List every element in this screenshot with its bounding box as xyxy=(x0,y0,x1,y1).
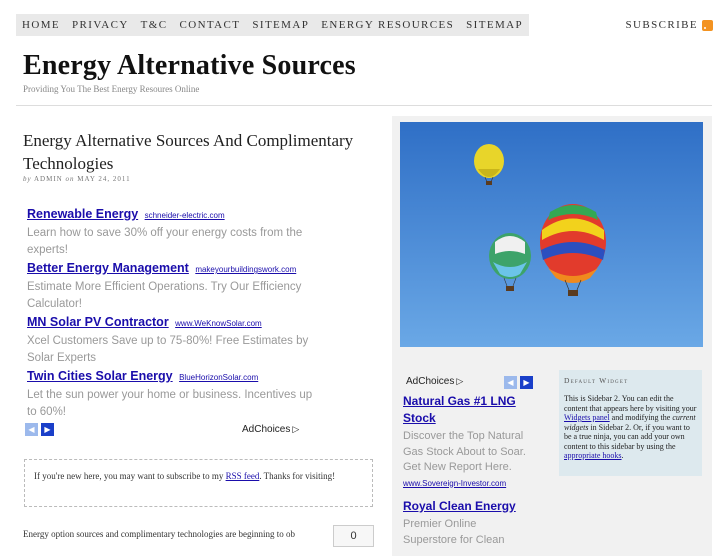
nav-home[interactable]: HOME xyxy=(22,19,60,31)
meta-by: by xyxy=(23,175,32,183)
share-counter[interactable]: 0 xyxy=(333,525,374,547)
adchoices-label: AdChoices xyxy=(406,376,455,387)
widget-text-part: in Sidebar 2. Or, if you want to be a true ninja, you can add your own content to this sidebar by using the xyxy=(564,422,690,451)
ad-description: Xcel Customers Save up to 75-80%! Free Estimates by Solar Experts xyxy=(27,335,309,364)
nav-tc[interactable]: T&C xyxy=(140,19,168,31)
sidebar-ad-headline[interactable]: Natural Gas #1 LNG Stock xyxy=(403,394,516,425)
ad-unit xyxy=(27,259,317,313)
widget-text-part: This is Sidebar 2. You can edit the content that appears here by visiting your xyxy=(564,394,697,413)
adchoices-icon: ▷ xyxy=(456,376,464,386)
nav-energy-resources[interactable]: ENERGY RESOURCES xyxy=(321,19,455,31)
subscribe-text: If you're new here, you may want to subscribe to my xyxy=(34,471,224,481)
header-divider xyxy=(16,105,712,106)
default-widget xyxy=(559,370,702,476)
appropriate-hooks-link[interactable]: appropriate hooks xyxy=(564,451,622,460)
ad-description: Learn how to save 30% off your energy costs from the experts! xyxy=(27,227,303,256)
sidebar-adchoices-link[interactable] xyxy=(406,376,463,387)
sidebar-ad-unit xyxy=(403,393,533,488)
nav-contact[interactable]: CONTACT xyxy=(179,19,241,31)
sidebar-ad-next-button[interactable]: ▶ xyxy=(520,376,533,389)
ad-description: Estimate More Efficient Operations. Try Our Efficiency Calculator! xyxy=(27,281,302,310)
sidebar-ad-url[interactable]: www.Sovereign-Investor.com xyxy=(403,478,507,488)
widget-text-part: . xyxy=(621,451,624,460)
ad-headline[interactable]: Renewable Energy xyxy=(27,207,139,221)
rss-feed-link[interactable]: RSS feed xyxy=(225,471,260,481)
rss-icon xyxy=(702,20,713,31)
main-nav xyxy=(16,14,529,36)
sidebar-ad-description: Discover the Top Natural Gas Stock About to Soar. Get New Report Here. xyxy=(403,430,526,473)
widget-title: Default Widget xyxy=(564,376,629,385)
nav-sitemap[interactable]: SITEMAP xyxy=(252,19,310,31)
nav-sitemap-2[interactable]: SITEMAP xyxy=(466,19,524,31)
widgets-panel-link[interactable]: Widgets panel xyxy=(564,413,610,422)
adchoices-icon: ▷ xyxy=(292,424,300,434)
sidebar-ad-prev-button[interactable]: ◀ xyxy=(504,376,517,389)
ad-unit xyxy=(27,205,317,259)
sidebar-ad-headline[interactable]: Royal Clean Energy xyxy=(403,499,516,513)
adchoices-label: AdChoices xyxy=(242,424,291,435)
ad-url[interactable]: makeyourbuildingswork.com xyxy=(195,265,297,274)
nav-privacy[interactable]: PRIVACY xyxy=(72,19,129,31)
site-tagline: Providing You The Best Energy Resoures Online xyxy=(23,84,200,94)
ad-headline[interactable]: Twin Cities Solar Energy xyxy=(27,369,173,383)
ad-url[interactable]: schneider-electric.com xyxy=(144,211,225,220)
subscribe-link[interactable] xyxy=(625,14,713,36)
ad-headline[interactable]: Better Energy Management xyxy=(27,261,189,275)
ad-headline[interactable]: MN Solar PV Contractor xyxy=(27,315,169,329)
post-meta xyxy=(23,175,131,183)
post-title[interactable]: Energy Alternative Sources And Complimentary Technologies xyxy=(23,131,354,173)
ad-unit xyxy=(27,367,317,421)
sidebar-ad-nav-arrows xyxy=(504,376,533,389)
subscribe-label: SUBSCRIBE xyxy=(625,19,698,31)
meta-author[interactable]: ADMIN xyxy=(33,175,63,183)
ad-next-button[interactable]: ▶ xyxy=(41,423,54,436)
sidebar-ad-description: Premier Online Superstore for Clean xyxy=(403,518,505,546)
ad-nav-arrows xyxy=(25,423,54,436)
widget-text-part: and modifying the xyxy=(611,413,671,422)
subscribe-text-end: . Thanks for visiting! xyxy=(259,471,336,481)
widget-text-emphasis: current widgets xyxy=(564,413,696,432)
meta-date: MAY 24, 2011 xyxy=(77,175,131,183)
adchoices-link[interactable] xyxy=(242,424,299,435)
ad-unit xyxy=(27,313,317,367)
ad-description: Let the sun power your home or business. Incentives up to 60%! xyxy=(27,389,313,418)
sidebar-ad-unit xyxy=(403,498,533,548)
ad-prev-button[interactable]: ◀ xyxy=(25,423,38,436)
hot-air-balloons-image xyxy=(400,122,703,347)
ad-url[interactable]: BlueHorizonSolar.com xyxy=(179,373,259,382)
post-body: Energy option sources and complimentary technologies are beginning to ob xyxy=(23,529,296,539)
subscribe-notice xyxy=(24,459,373,507)
widget-text xyxy=(564,394,697,461)
ad-url[interactable]: www.WeKnowSolar.com xyxy=(175,319,262,328)
site-title[interactable]: Energy Alternative Sources xyxy=(23,50,356,81)
meta-on: on xyxy=(65,175,75,183)
